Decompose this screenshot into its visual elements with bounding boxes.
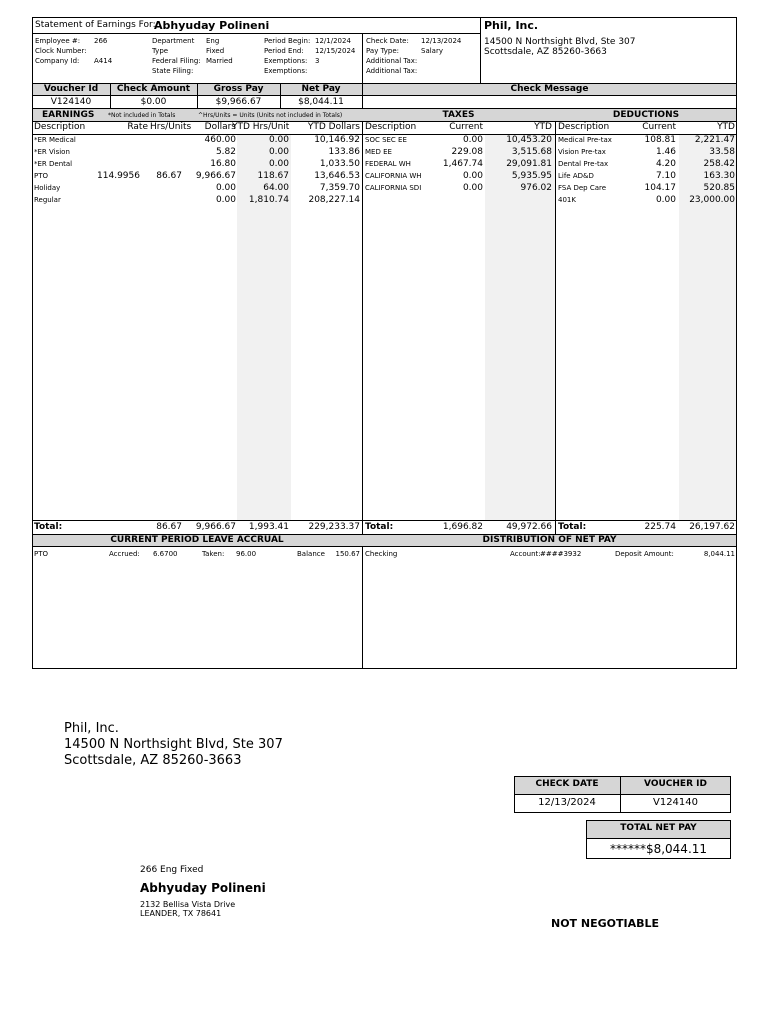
voucher-id-value: V124140	[50, 97, 92, 107]
payee-address	[140, 900, 235, 918]
table-row: MED EE 229.08 3,515.68	[365, 147, 552, 157]
check-amount-value: $0.00	[140, 97, 167, 107]
table-row: CALIFORNIA SDI 0.00 976.02	[365, 183, 552, 193]
earnings-note-totals: *Not included in Totals	[108, 112, 176, 119]
table-row: Holiday 0.00 64.00 7,359.70	[34, 183, 360, 193]
table-row: PTO 114.9956 86.67 9,966.67 118.67 13,646.53	[34, 171, 360, 181]
taxes-column-headers: Description Current YTD	[365, 122, 552, 132]
gross-pay-value: $9,966.67	[215, 97, 262, 107]
earnings-total-row: Total: 86.67 9,966.67 1,993.41 229,233.37	[34, 522, 360, 532]
table-row: CALIFORNIA WH 0.00 5,935.95	[365, 171, 552, 181]
total-net-pay-label: TOTAL NET PAY	[620, 823, 697, 833]
table-row: 401K 0.00 23,000.00	[558, 195, 735, 205]
table-row: FSA Dep Care 104.17 520.85	[558, 183, 735, 193]
distribution-title: DISTRIBUTION OF NET PAY	[482, 535, 617, 545]
earnings-title: EARNINGS	[42, 110, 95, 120]
check-company-block	[64, 721, 283, 769]
net-pay-value: $8,044.11	[298, 97, 344, 107]
leave-accrual-title: CURRENT PERIOD LEAVE ACCRUAL	[110, 535, 284, 545]
table-row: *ER Medical 460.00 0.00 10,146.92	[34, 135, 360, 145]
deductions-column-headers: Description Current YTD	[558, 122, 735, 132]
table-row: *ER Dental 16.80 0.00 1,033.50	[34, 159, 360, 169]
table-row: SOC SEC EE 0.00 10,453.20	[365, 135, 552, 145]
check-date-value: 12/13/2024	[538, 797, 596, 808]
deductions-total-row: Total: 225.74 26,197.62	[558, 522, 735, 532]
leave-row: PTO Accrued: 6.6700 Taken: 96.00 Balance 150.67	[34, 550, 360, 558]
table-row: Vision Pre-tax 1.46 33.58	[558, 147, 735, 157]
table-row: Regular 0.00 1,810.74 208,227.14	[34, 195, 360, 205]
statement-label: Statement of Earnings For:	[35, 20, 156, 30]
check-company-name: Phil, Inc.	[64, 721, 119, 736]
table-row: FEDERAL WH 1,467.74 29,091.81	[365, 159, 552, 169]
table-row: Life AD&D 7.10 163.30	[558, 171, 735, 181]
voucher-id-label: VOUCHER ID	[644, 779, 707, 789]
table-row: *ER Vision 5.82 0.00 133.86	[34, 147, 360, 157]
employee-info: Employee #: 266 Clock Number: Company Id: A414	[35, 37, 113, 65]
check-date-label: CHECK DATE	[535, 779, 599, 789]
earnings-column-headers: Description Rate Hrs/Units Dollars YTD Hrs/Unit YTD Dollars	[34, 122, 360, 132]
taxes-title: TAXES	[442, 110, 475, 120]
check-company-address2: Scottsdale, AZ 85260-3663	[64, 753, 242, 768]
earnings-note-units: ^Hrs/Units = Units (Units not included in Totals)	[198, 112, 343, 119]
payee-line1: 266 Eng Fixed	[140, 865, 204, 875]
table-row: Dental Pre-tax 4.20 258.42	[558, 159, 735, 169]
employee-name: Abhyuday Polineni	[154, 19, 270, 32]
department-info: Department Eng Type Fixed Federal Filing: Married State Filing:	[152, 37, 233, 75]
check-info: Check Date: 12/13/2024 Pay Type: Salary Additional Tax: Additional Tax:	[366, 37, 462, 75]
voucher-id-value: V124140	[652, 797, 698, 808]
voucher-id-header: Voucher Id	[43, 84, 99, 94]
deductions-title: DEDUCTIONS	[612, 110, 680, 120]
payee-name: Abhyuday Polineni	[140, 881, 266, 895]
payee-address2: LEANDER, TX 78641	[140, 909, 222, 918]
not-negotiable-stamp: NOT NEGOTIABLE	[551, 917, 660, 930]
company-address2: Scottsdale, AZ 85260-3663	[484, 47, 607, 57]
total-net-pay-value: ******$8,044.11	[609, 842, 708, 856]
company-name: Phil, Inc.	[484, 19, 539, 32]
table-row: Medical Pre-tax 108.81 2,221.47	[558, 135, 735, 145]
distribution-row: Checking Account: ####3932 Deposit Amount: 8,044.11	[365, 550, 735, 558]
period-info: Period Begin: 12/1/2024 Period End: 12/15/2024 Exemptions: 3 Exemptions:	[264, 37, 356, 75]
net-pay-header: Net Pay	[301, 84, 341, 94]
check-message-header: Check Message	[510, 84, 589, 94]
payee-address1: 2132 Bellisa Vista Drive	[140, 900, 236, 909]
check-amount-header: Check Amount	[116, 84, 191, 94]
company-address1: 14500 N Northsight Blvd, Ste 307	[484, 37, 636, 47]
check-company-address1: 14500 N Northsight Blvd, Ste 307	[64, 737, 283, 752]
gross-pay-header: Gross Pay	[213, 84, 264, 94]
taxes-total-row: Total: 1,696.82 49,972.66	[365, 522, 552, 532]
